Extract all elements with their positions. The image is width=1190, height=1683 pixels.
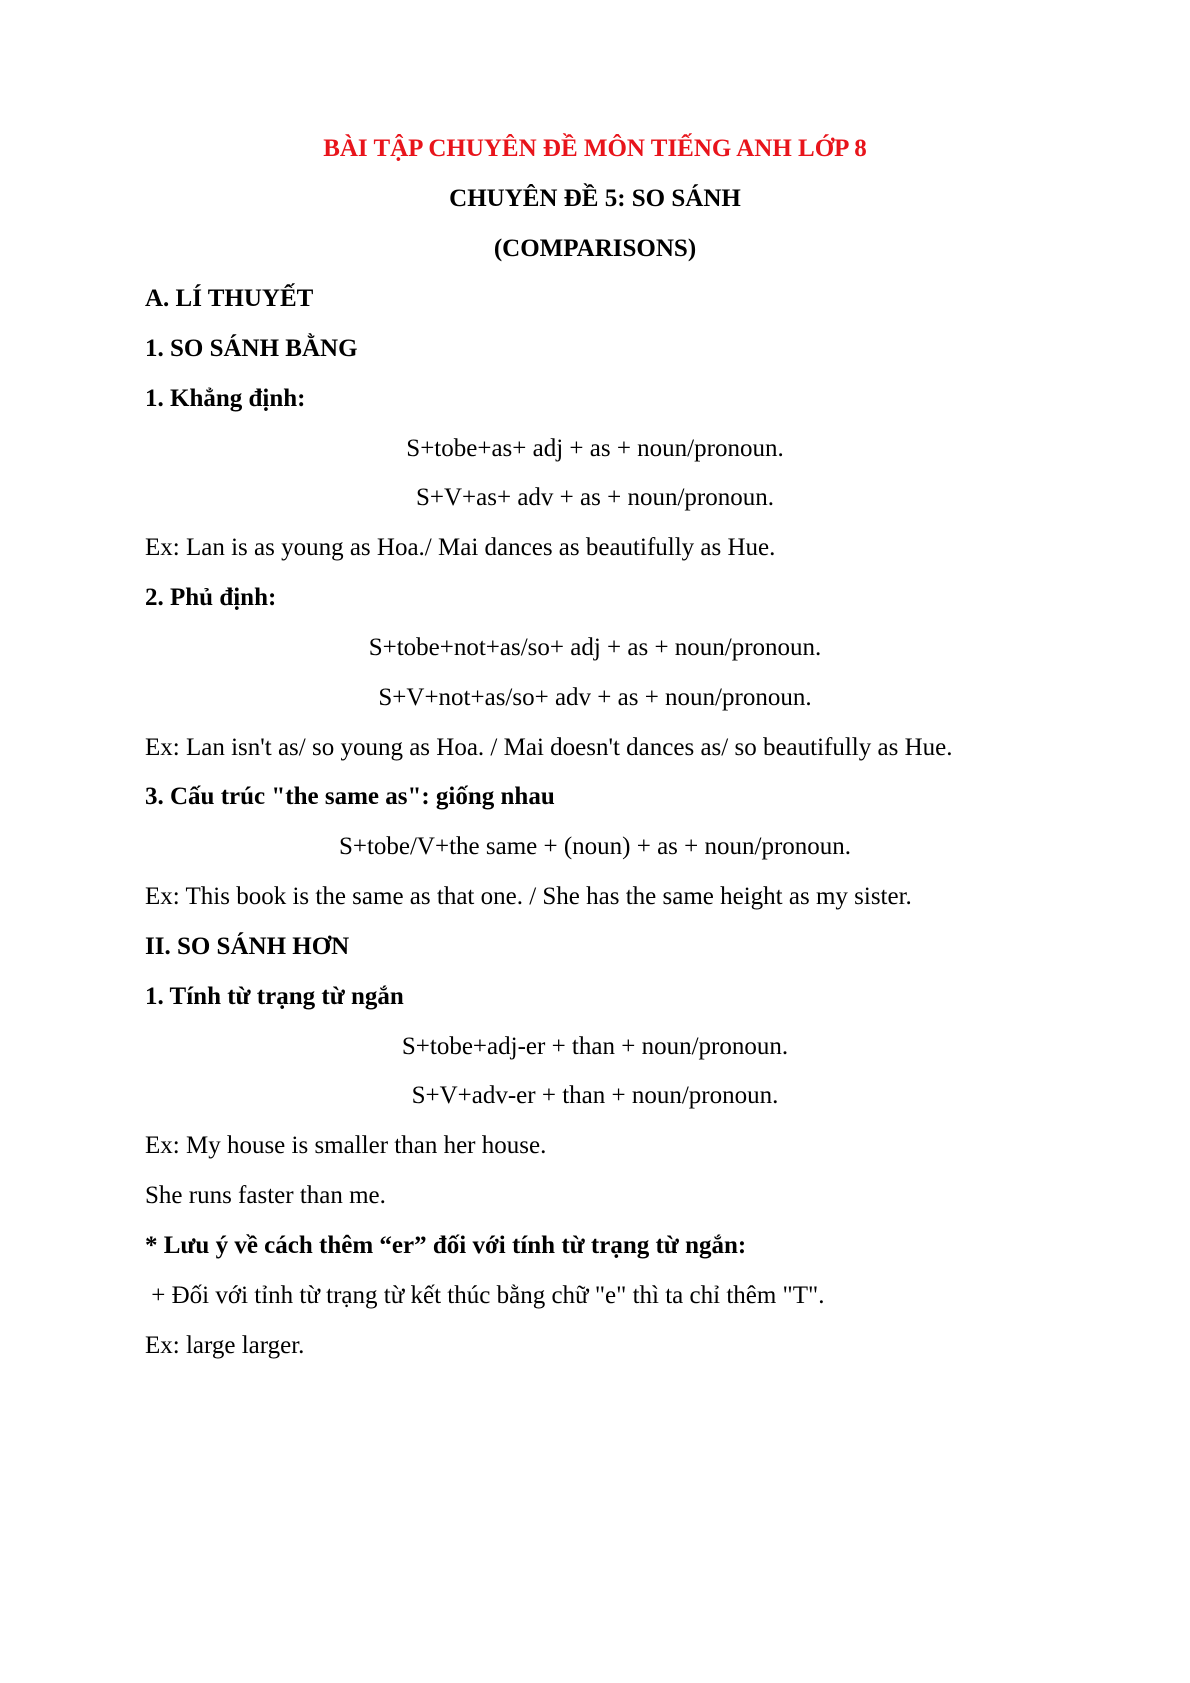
document-subtitle-english: (COMPARISONS) xyxy=(493,235,697,262)
same-as-example: Ex: This book is the same as that one. / She has the same height as my sister. xyxy=(145,883,912,910)
part-a-heading: A. LÍ THUYẾT xyxy=(145,285,314,312)
affirmative-heading: 1. Khẳng định: xyxy=(145,385,306,412)
affirmative-formula-adj: S+tobe+as+ adj + as + noun/pronoun. xyxy=(406,435,784,462)
negative-formula-adv: S+V+not+as/so+ adv + as + noun/pronoun. xyxy=(378,684,812,711)
section-comparative-heading: II. SO SÁNH HƠN xyxy=(145,933,350,960)
section-equal-comparison-heading: 1. SO SÁNH BẰNG xyxy=(145,335,358,362)
negative-example: Ex: Lan isn't as/ so young as Hoa. / Mai doesn't dances as/ so beautifully as Hue. xyxy=(145,734,953,761)
affirmative-formula-adv: S+V+as+ adv + as + noun/pronoun. xyxy=(416,484,774,511)
note-rule: + Đối với tỉnh từ trạng từ kết thúc bằng chữ "e" thì ta chỉ thêm "T". xyxy=(145,1282,825,1309)
document-subtitle: CHUYÊN ĐỀ 5: SO SÁNH xyxy=(449,185,741,212)
comparative-formula-adj: S+tobe+adj-er + than + noun/pronoun. xyxy=(401,1033,789,1060)
negative-formula-adj: S+tobe+not+as/so+ adj + as + noun/pronoun. xyxy=(368,634,822,661)
comparative-example-1: Ex: My house is smaller than her house. xyxy=(145,1132,547,1159)
comparative-example-2: She runs faster than me. xyxy=(145,1182,386,1209)
same-as-formula: S+tobe/V+the same + (noun) + as + noun/pronoun. xyxy=(338,833,852,860)
comparative-formula-adv: S+V+adv-er + than + noun/pronoun. xyxy=(411,1082,779,1109)
affirmative-example: Ex: Lan is as young as Hoa./ Mai dances as beautifully as Hue. xyxy=(145,534,776,561)
document-title: BÀI TẬP CHUYÊN ĐỀ MÔN TIẾNG ANH LỚP 8 xyxy=(323,135,867,162)
negative-heading: 2. Phủ định: xyxy=(145,584,277,611)
same-as-heading: 3. Cấu trúc "the same as": giống nhau xyxy=(145,783,555,810)
note-example: Ex: large larger. xyxy=(145,1332,305,1359)
note-heading: * Lưu ý về cách thêm “er” đối với tính từ trạng từ ngắn: xyxy=(145,1232,747,1259)
short-adjective-heading: 1. Tính từ trạng từ ngắn xyxy=(145,983,404,1010)
